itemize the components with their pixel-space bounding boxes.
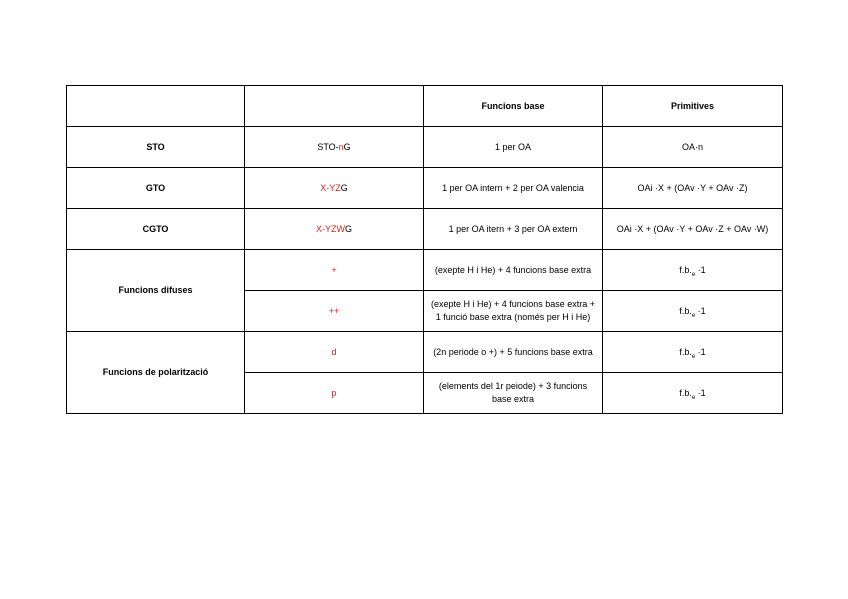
- base-functions-d: (2n periode o +) + 5 funcions base extra: [424, 332, 603, 373]
- notation-variable: X-YZW: [315, 223, 345, 234]
- row-name-sto: STO: [67, 127, 245, 168]
- notation-sto: [245, 127, 424, 168]
- header-row: [67, 86, 783, 127]
- base-functions-plus: (exepte H i He) + 4 funcions base extra: [424, 250, 603, 291]
- primitive-subscript: e: [691, 312, 696, 319]
- table-row: [67, 209, 783, 250]
- primitive-subscript: e: [691, 271, 696, 278]
- row-name-cgto: CGTO: [67, 209, 245, 250]
- table-row: [67, 250, 783, 291]
- header-cell-1: [67, 86, 245, 127]
- primitives-sto: OA·n: [603, 127, 783, 168]
- row-name-difuses: Funcions difuses: [67, 250, 245, 332]
- primitive-factor: ·1: [695, 387, 706, 398]
- primitive-factor: ·1: [695, 305, 706, 316]
- notation-variable: X-YZ: [320, 182, 341, 193]
- base-functions-plusplus: (exepte H i He) + 4 funcions base extra + 1 funció base extra (només per H i He): [424, 291, 603, 332]
- notation-cgto: [245, 209, 424, 250]
- base-functions-sto: 1 per OA: [424, 127, 603, 168]
- header-primitives: Primitives: [603, 86, 783, 127]
- notation-suffix: G: [343, 141, 351, 152]
- header-funcions-base: Funcions base: [424, 86, 603, 127]
- base-functions-p: (elements del 1r peiode) + 3 funcions base extra: [424, 373, 603, 414]
- basis-set-table: [66, 85, 783, 414]
- notation-prefix: STO-: [317, 141, 339, 152]
- notation-d: d: [245, 332, 424, 373]
- primitive-factor: ·1: [695, 346, 706, 357]
- notation-suffix: G: [340, 182, 348, 193]
- primitives-gto: OAi ·X + (OAv ·Y + OAv ·Z): [603, 168, 783, 209]
- base-functions-gto: 1 per OA intern + 2 per OA valencia: [424, 168, 603, 209]
- table-row: [67, 127, 783, 168]
- notation-plusplus: ++: [245, 291, 424, 332]
- row-name-polaritzacio: Funcions de polarització: [67, 332, 245, 414]
- table-row: [67, 332, 783, 373]
- notation-plus: +: [245, 250, 424, 291]
- notation-gto: [245, 168, 424, 209]
- notation-suffix: G: [344, 223, 352, 234]
- primitives-cgto: OAi ·X + (OAv ·Y + OAv ·Z + OAv ·W): [603, 209, 783, 250]
- notation-p: p: [245, 373, 424, 414]
- primitives-plus: [603, 250, 783, 291]
- row-name-gto: GTO: [67, 168, 245, 209]
- table-row: [67, 168, 783, 209]
- primitive-subscript: e: [691, 353, 696, 360]
- primitive-text: f.b.: [679, 264, 692, 275]
- primitive-factor: ·1: [695, 264, 706, 275]
- primitives-plusplus: [603, 291, 783, 332]
- primitive-subscript: e: [691, 394, 696, 401]
- notation-variable: n: [338, 141, 344, 152]
- base-functions-cgto: 1 per OA itern + 3 per OA extern: [424, 209, 603, 250]
- primitive-text: f.b.: [679, 346, 692, 357]
- primitive-text: f.b.: [679, 305, 692, 316]
- header-cell-2: [245, 86, 424, 127]
- primitives-d: [603, 332, 783, 373]
- primitives-p: [603, 373, 783, 414]
- primitive-text: f.b.: [679, 387, 692, 398]
